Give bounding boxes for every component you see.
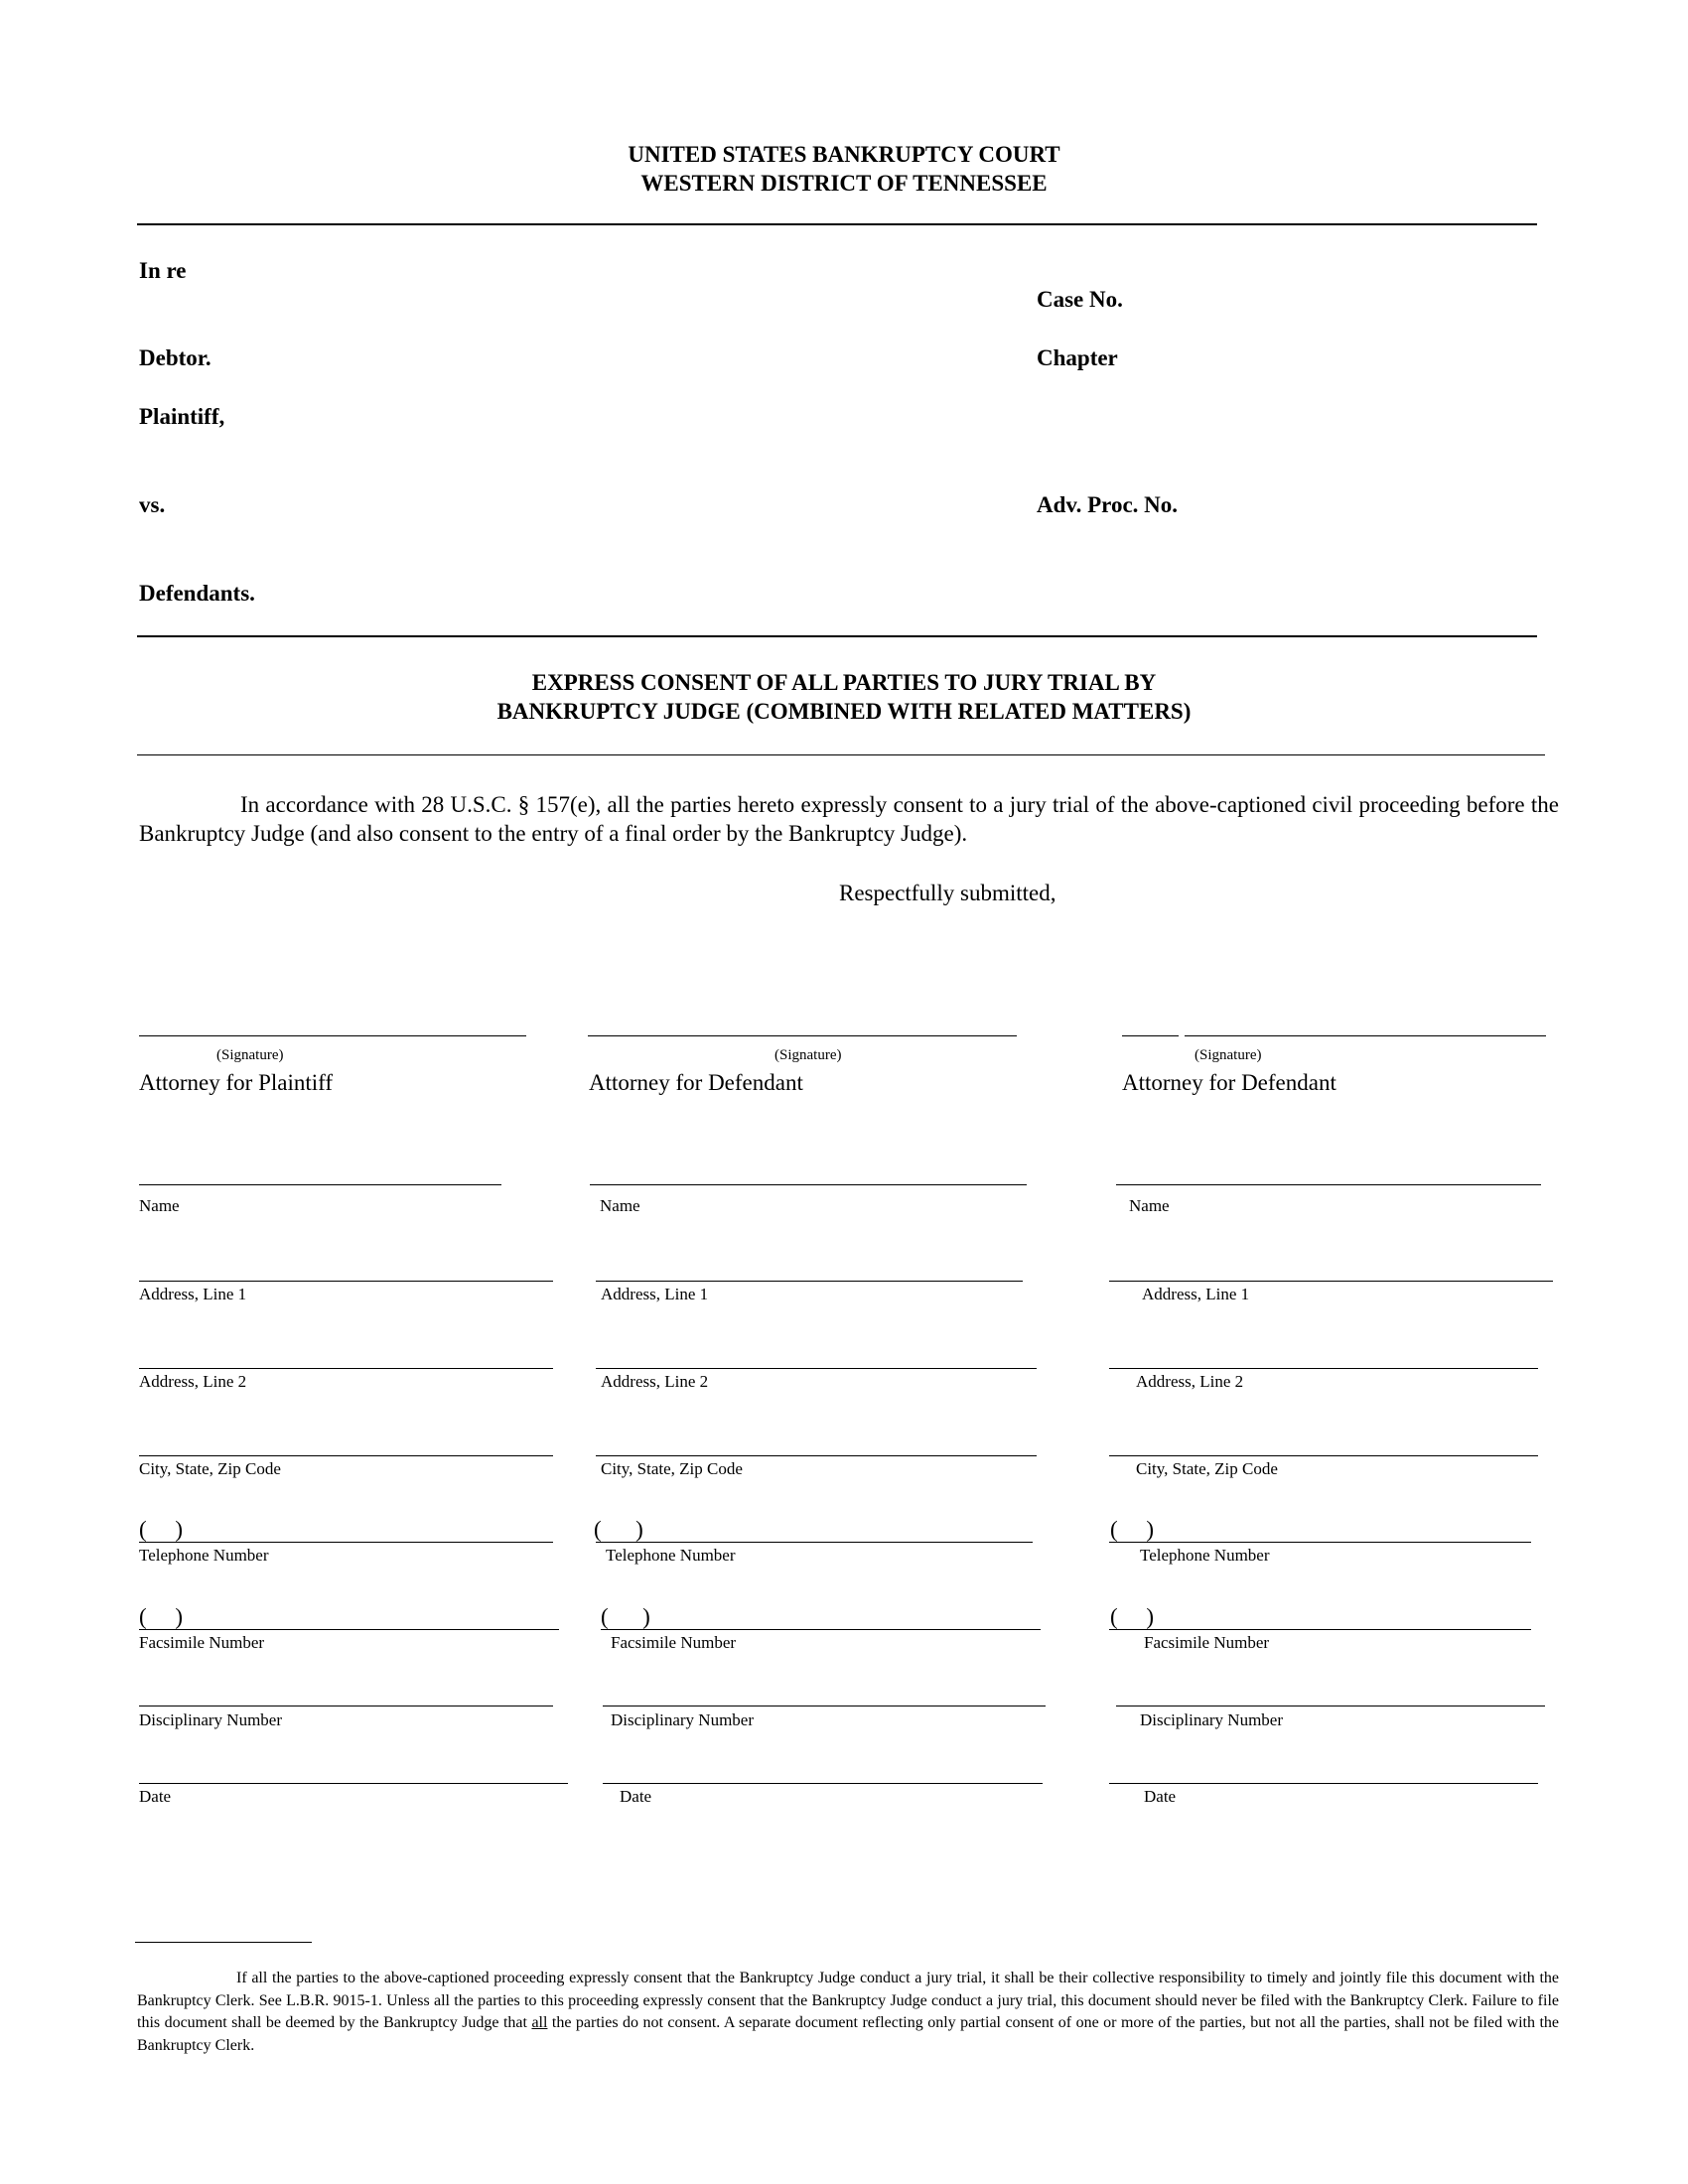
caption-defendants: Defendants. bbox=[139, 581, 255, 606]
signature-line[interactable] bbox=[588, 1035, 1017, 1036]
caption-divider bbox=[137, 635, 1537, 637]
fax-line[interactable] bbox=[1109, 1629, 1531, 1630]
address2-line[interactable] bbox=[1109, 1368, 1538, 1369]
footnote-text-part2: the parties do not consent. A separate document reflecting only partial consent of one or more of the parties, but not all the parties, shall not be filed with the Bankruptcy Clerk. bbox=[137, 2014, 1560, 2054]
city-label: City, State, Zip Code bbox=[139, 1459, 281, 1478]
title-divider bbox=[137, 754, 1545, 755]
footnote-text bbox=[137, 1968, 1559, 2057]
role-label: Attorney for Defendant bbox=[589, 1070, 803, 1095]
name-label: Name bbox=[600, 1196, 640, 1215]
role-label: Attorney for Defendant bbox=[1122, 1070, 1336, 1095]
phone-label: Telephone Number bbox=[139, 1546, 269, 1565]
fax-line[interactable] bbox=[601, 1629, 1041, 1630]
address1-line[interactable] bbox=[1109, 1281, 1553, 1282]
phone-area-code: ( ) bbox=[139, 1517, 184, 1542]
address1-label: Address, Line 1 bbox=[1142, 1285, 1250, 1303]
date-label: Date bbox=[139, 1787, 172, 1806]
disciplinary-label: Disciplinary Number bbox=[1140, 1710, 1283, 1729]
fax-area-code: ( ) bbox=[1110, 1604, 1155, 1629]
address1-line[interactable] bbox=[596, 1281, 1023, 1282]
city-label: City, State, Zip Code bbox=[1136, 1459, 1278, 1478]
phone-line[interactable] bbox=[1109, 1542, 1531, 1543]
court-district: WESTERN DISTRICT OF TENNESSEE bbox=[640, 171, 1048, 196]
address2-label: Address, Line 2 bbox=[139, 1372, 247, 1391]
fax-area-code: ( ) bbox=[139, 1604, 184, 1629]
court-name: UNITED STATES BANKRUPTCY COURT bbox=[628, 142, 1060, 167]
phone-area-code: ( ) bbox=[1110, 1517, 1155, 1542]
city-line[interactable] bbox=[596, 1455, 1037, 1456]
fax-line[interactable] bbox=[139, 1629, 559, 1630]
header-divider bbox=[137, 223, 1537, 225]
disciplinary-label: Disciplinary Number bbox=[139, 1710, 282, 1729]
closing-text: Respectfully submitted, bbox=[839, 881, 1056, 905]
fax-label: Facsimile Number bbox=[1144, 1633, 1270, 1652]
phone-label: Telephone Number bbox=[1140, 1546, 1270, 1565]
caption-chapter: Chapter bbox=[1037, 345, 1118, 370]
name-label: Name bbox=[139, 1196, 180, 1215]
date-line[interactable] bbox=[603, 1783, 1043, 1784]
document-title-line2: BANKRUPTCY JUDGE (COMBINED WITH RELATED MATTERS) bbox=[496, 699, 1192, 724]
name-line[interactable] bbox=[590, 1184, 1027, 1185]
date-line[interactable] bbox=[1109, 1783, 1538, 1784]
footnote-all-word: all bbox=[531, 2014, 548, 2031]
phone-line[interactable] bbox=[596, 1542, 1033, 1543]
caption-case-no: Case No. bbox=[1037, 287, 1123, 312]
signature-label: (Signature) bbox=[774, 1047, 842, 1063]
consent-paragraph: In accordance with 28 U.S.C. § 157(e), all the parties hereto expressly consent to a jury trial of the above-captioned civil proceeding before the Bankruptcy Judge (and also consent to the entry of a final order by the Bankruptcy Judge). bbox=[139, 792, 1559, 846]
date-line[interactable] bbox=[139, 1783, 568, 1784]
caption-debtor: Debtor. bbox=[139, 345, 211, 370]
signature-line[interactable] bbox=[139, 1035, 526, 1036]
phone-line[interactable] bbox=[139, 1542, 553, 1543]
signature-label: (Signature) bbox=[216, 1047, 284, 1063]
signature-label: (Signature) bbox=[1195, 1047, 1262, 1063]
role-label: Attorney for Plaintiff bbox=[139, 1070, 334, 1095]
address2-line[interactable] bbox=[596, 1368, 1037, 1369]
address2-label: Address, Line 2 bbox=[601, 1372, 709, 1391]
city-line[interactable] bbox=[139, 1455, 553, 1456]
city-label: City, State, Zip Code bbox=[601, 1459, 743, 1478]
city-line[interactable] bbox=[1109, 1455, 1538, 1456]
disciplinary-label: Disciplinary Number bbox=[611, 1710, 754, 1729]
caption-plaintiff: Plaintiff, bbox=[139, 404, 225, 429]
caption-in-re: In re bbox=[139, 258, 187, 283]
address2-line[interactable] bbox=[139, 1368, 553, 1369]
name-line[interactable] bbox=[1116, 1184, 1541, 1185]
name-line[interactable] bbox=[139, 1184, 501, 1185]
signature-line-short[interactable] bbox=[1122, 1035, 1179, 1036]
fax-label: Facsimile Number bbox=[139, 1633, 265, 1652]
name-label: Name bbox=[1129, 1196, 1170, 1215]
document-title-line1: EXPRESS CONSENT OF ALL PARTIES TO JURY TRIAL BY bbox=[531, 670, 1157, 695]
footnote-text-part1: If all the parties to the above-captioned proceeding expressly consent that the Bankruptcy Judge conduct a jury trial, it shall be their collective responsibility to timely and jointly file this document with the Bankruptcy Clerk. See L.B.R. 9015-1. Unless all the parties to this proceeding expressly consent that the Bankruptcy Judge conduct a jury trial, this document should never be filed with the Bankruptcy Clerk. Failure to file this document shall be deemed by the Bankruptcy Judge that bbox=[137, 1970, 1559, 2031]
date-label: Date bbox=[1144, 1787, 1177, 1806]
signature-line[interactable] bbox=[1185, 1035, 1546, 1036]
fax-label: Facsimile Number bbox=[611, 1633, 737, 1652]
footnote-separator bbox=[135, 1942, 312, 1943]
address1-label: Address, Line 1 bbox=[601, 1285, 709, 1303]
address1-line[interactable] bbox=[139, 1281, 553, 1282]
address2-label: Address, Line 2 bbox=[1136, 1372, 1244, 1391]
caption-adv-proc-no: Adv. Proc. No. bbox=[1037, 492, 1179, 517]
caption-vs: vs. bbox=[139, 492, 166, 517]
phone-area-code: ( ) bbox=[594, 1517, 643, 1542]
date-label: Date bbox=[620, 1787, 652, 1806]
phone-label: Telephone Number bbox=[606, 1546, 736, 1565]
address1-label: Address, Line 1 bbox=[139, 1285, 247, 1303]
fax-area-code: ( ) bbox=[601, 1604, 650, 1629]
